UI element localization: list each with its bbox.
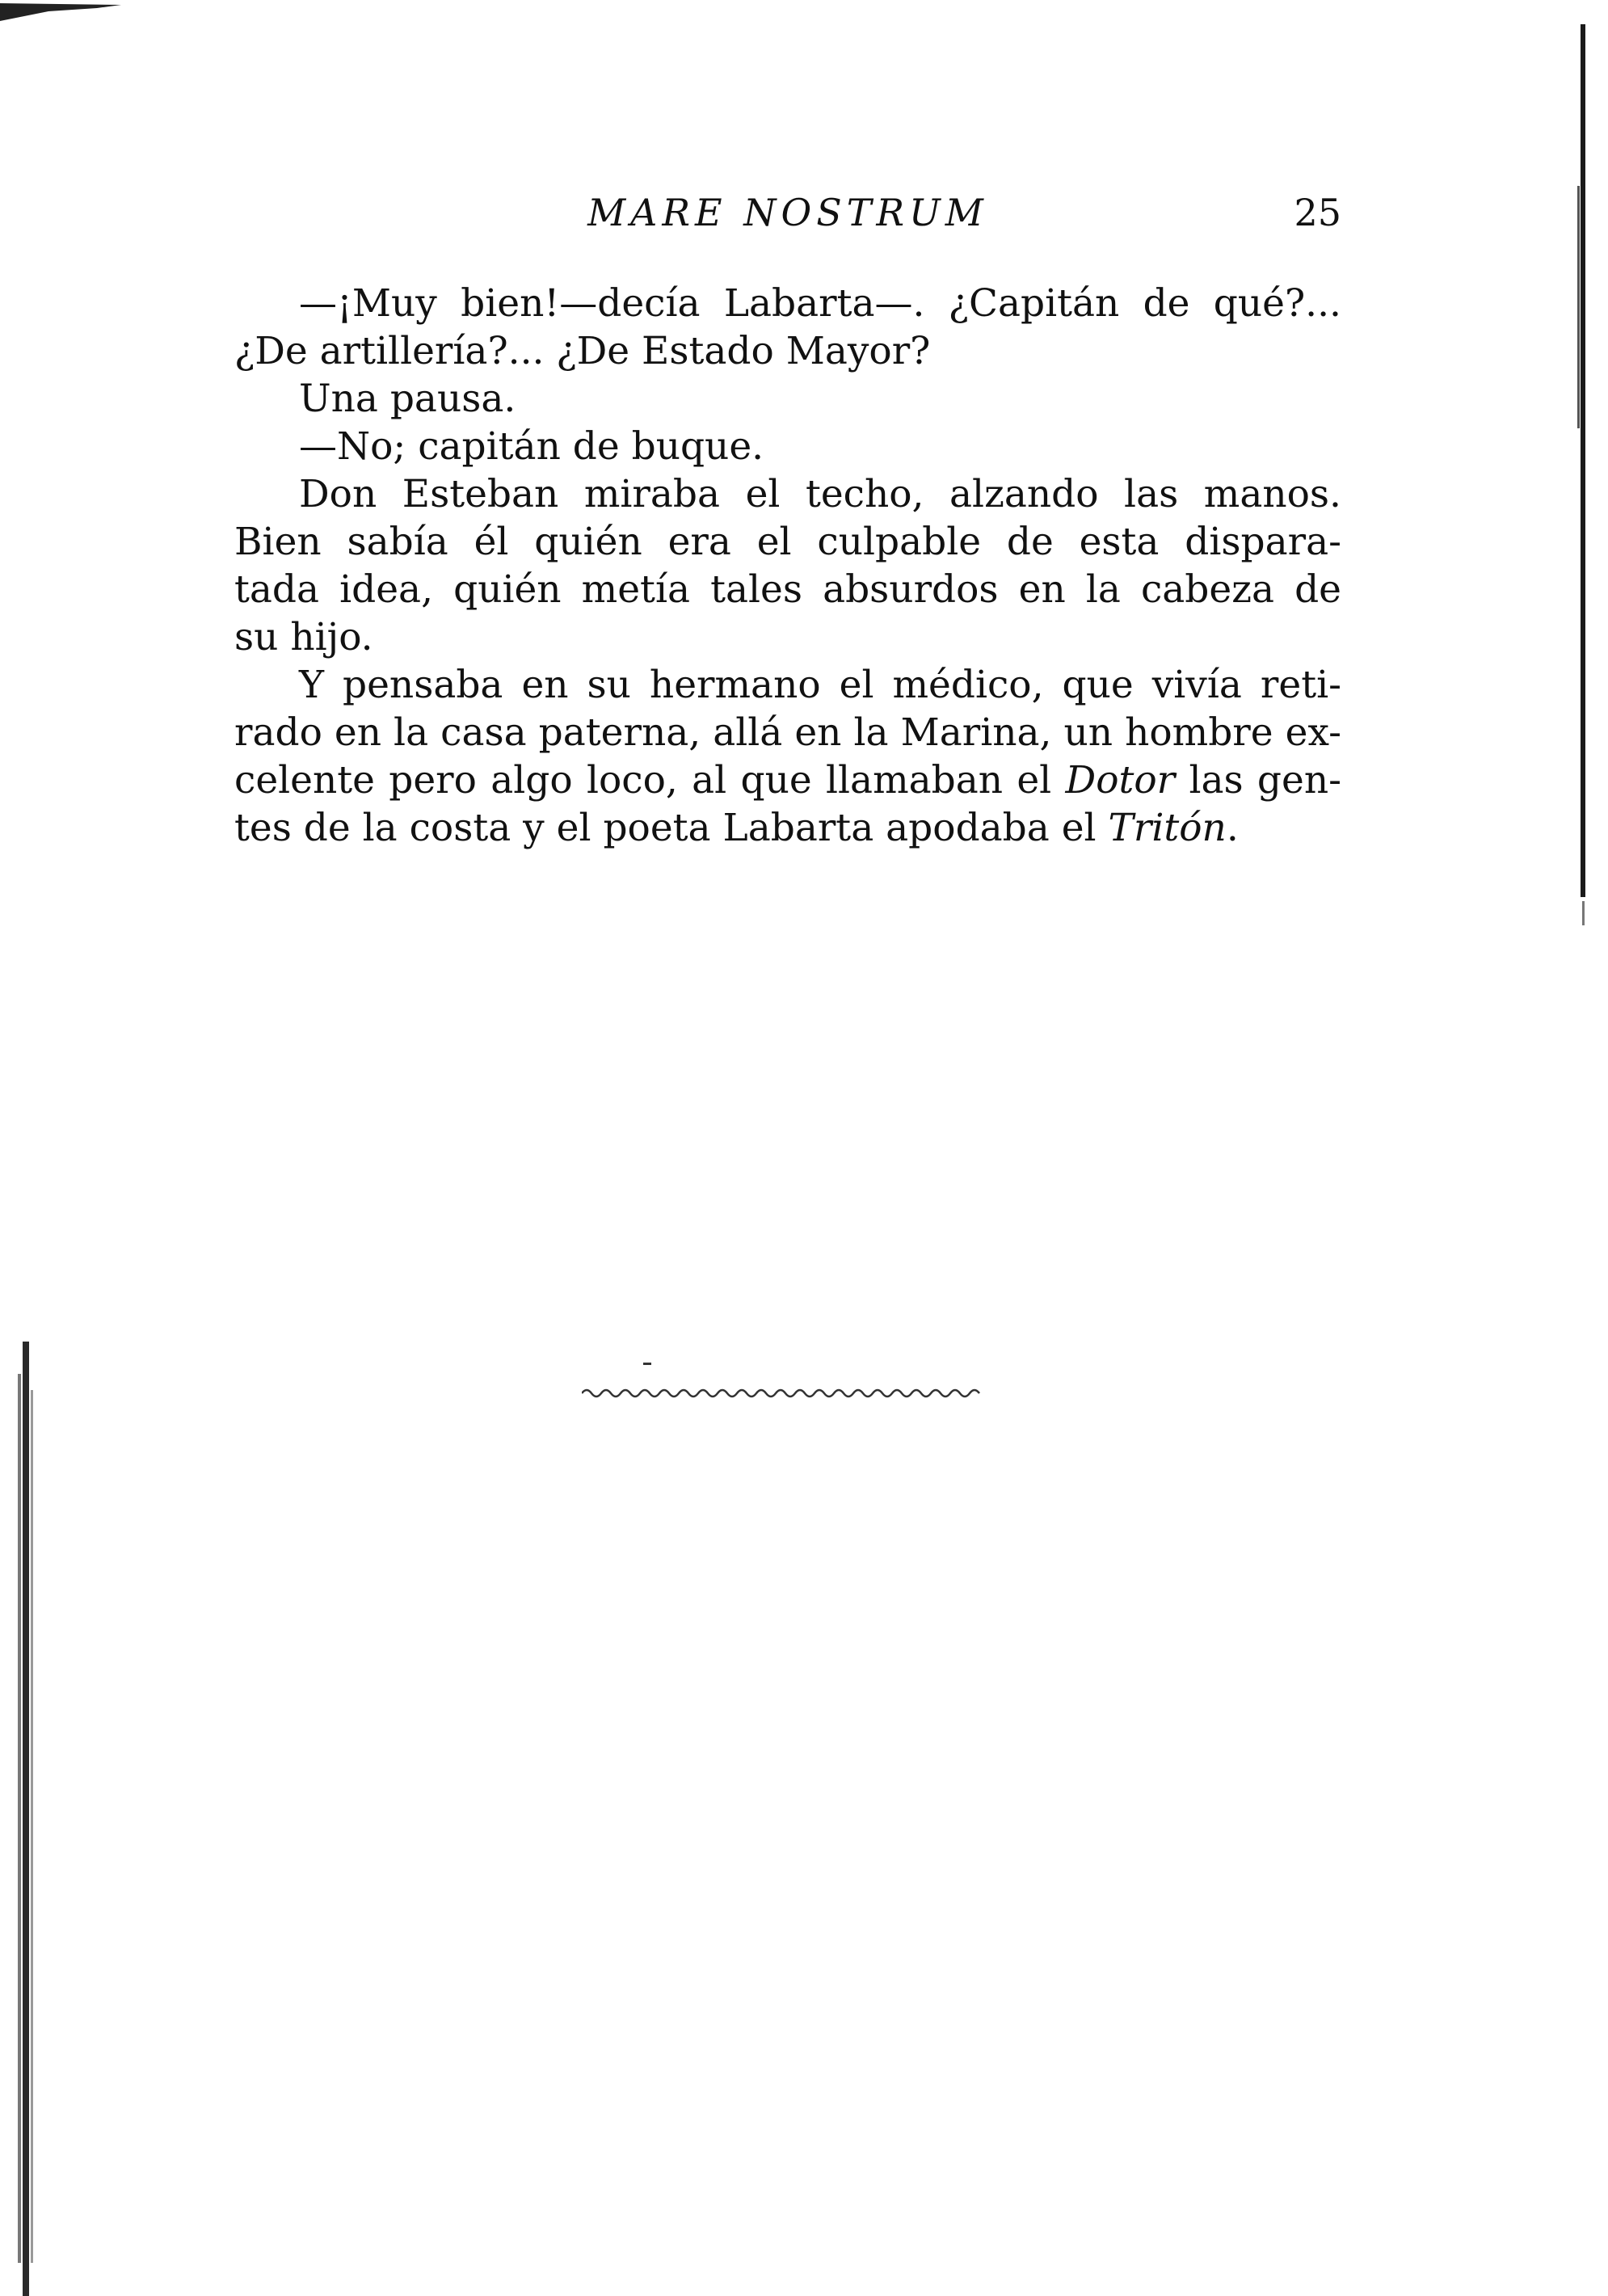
text-line: rado en la casa paterna, allá en la Marina, un hombre ex-: [234, 710, 1341, 755]
scan-corner-mark: [0, 0, 129, 23]
text-line: tada idea, quién metía tales absurdos en la cabeza de: [234, 567, 1341, 612]
text-segment: tes de la costa y el poeta Labarta apodaba el: [234, 806, 1109, 850]
body-text: [234, 280, 1341, 852]
wavy-ornament-divider: [582, 1384, 986, 1403]
text-segment: celente pero algo loco, al que llamaban el: [234, 758, 1052, 803]
italic-word: Tritón: [1108, 806, 1227, 850]
running-title: MARE NOSTRUM: [587, 191, 988, 234]
ornament-dash: [643, 1363, 651, 1365]
text-line: —¡Muy bien!—decía Labarta—. ¿Capitán de qué?...: [299, 281, 1341, 326]
text-line: [234, 756, 1341, 804]
page-edge-shadow-left: [11, 1342, 39, 2296]
text-segment: las gen-: [1175, 758, 1341, 803]
text-line: Don Esteban miraba el techo, alzando las manos.: [299, 472, 1341, 516]
running-head: [234, 191, 1341, 239]
text-line: [234, 804, 1341, 852]
text-segment: .: [1226, 806, 1239, 850]
page-number: 25: [1294, 191, 1341, 234]
italic-word: Dotor: [1065, 758, 1176, 803]
page-edge-shadow-right: [1574, 24, 1592, 929]
text-line: su hijo.: [234, 615, 373, 659]
text-line: Y pensaba en su hermano el médico, que vivía reti-: [299, 663, 1341, 707]
text-line: Una pausa.: [299, 377, 516, 421]
text-line: ¿De artillería?... ¿De Estado Mayor?: [234, 329, 931, 373]
text-line: Bien sabía él quién era el culpable de esta dispara-: [234, 520, 1341, 564]
text-line: —No; capitán de buque.: [299, 424, 764, 469]
